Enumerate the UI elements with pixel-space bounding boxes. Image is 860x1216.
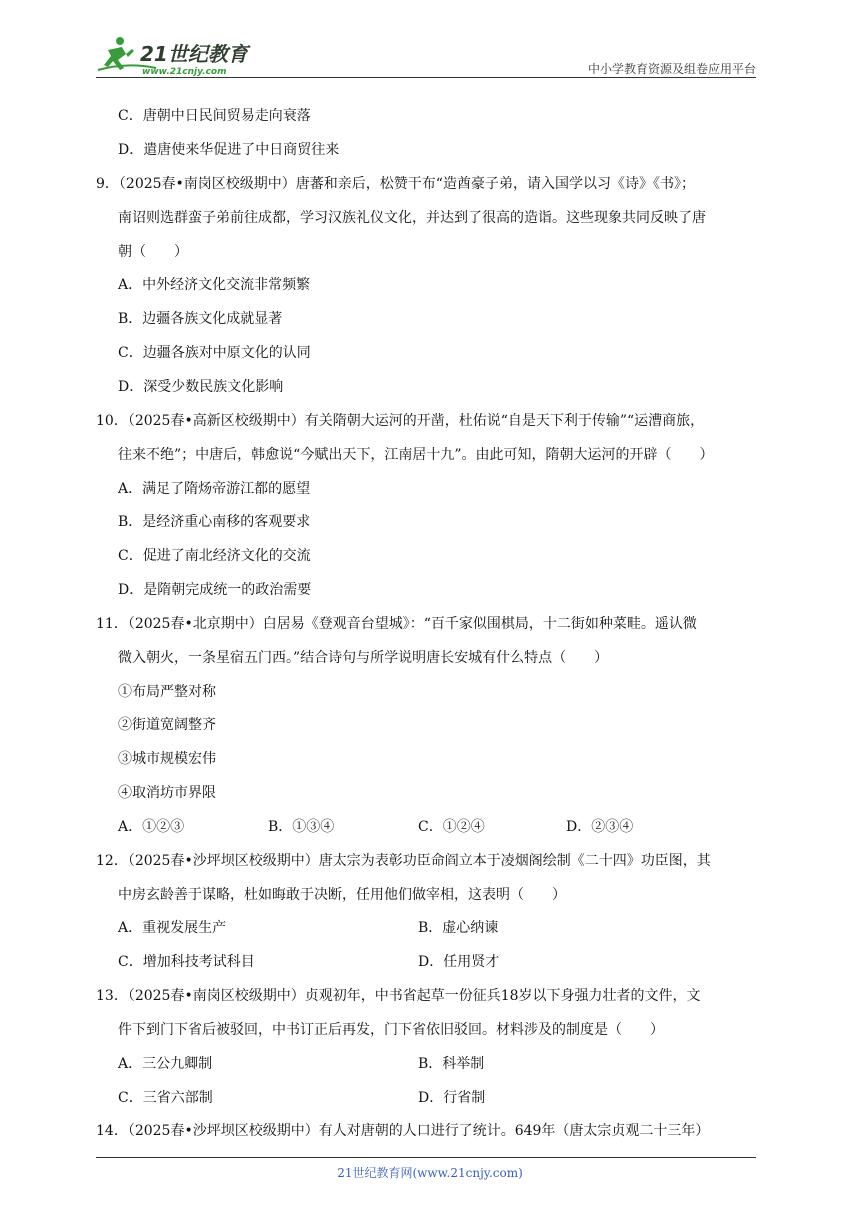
answer-option: ①布局严整对称 [118, 684, 216, 700]
question-stem: 11．（2025春•北京期中）白居易《登观音台望城》：“百千家似围棋局，十二街如种菜畦。遥认微 [96, 616, 697, 632]
answer-option: ②街道宽阔整齐 [118, 717, 216, 733]
answer-option: C．促进了南北经济文化的交流 [118, 548, 311, 564]
footer-divider [96, 1157, 756, 1158]
answer-option: A．重视发展生产 [118, 920, 227, 936]
answer-option: D．深受少数民族文化影响 [118, 379, 284, 395]
answer-option: C．增加科技考试科目 [118, 954, 255, 970]
answer-option: A．中外经济文化交流非常频繁 [118, 277, 311, 293]
answer-option: B．科举制 [418, 1056, 485, 1072]
answer-option: D．任用贤才 [418, 954, 500, 970]
question-text: 件下到门下省后被驳回，中书订正后再发，门下省依旧驳回。材料涉及的制度是（ ） [118, 1022, 664, 1038]
logo-21cnjy [96, 34, 266, 78]
logo-wordmark: 21世纪教育 [140, 42, 248, 66]
answer-option: D．是隋朝完成统一的政治需要 [118, 582, 312, 598]
answer-option: B．①③④ [268, 819, 335, 835]
platform-name: 中小学教育资源及组卷应用平台 [587, 62, 756, 76]
answer-option: C．①②④ [418, 819, 485, 835]
answer-option: ④取消坊市界限 [118, 785, 216, 801]
question-text: 中房玄龄善于谋略，杜如晦敢于决断，任用他们做宰相，这表明（ ） [118, 887, 566, 903]
question-text: 南诏则选群蛮子弟前往成都，学习汉族礼仪文化，并达到了很高的造诣。这些现象共同反映了唐 [118, 210, 706, 226]
answer-option: A．三公九卿制 [118, 1056, 213, 1072]
question-stem: 9．（2025春•南岗区校级期中）唐蕃和亲后，松赞干布“造酋豪子弟，请入国学以习《诗》《书》； [96, 176, 695, 192]
answer-option: C．边疆各族对中原文化的认同 [118, 345, 311, 361]
answer-option: D．②③④ [566, 819, 634, 835]
answer-option: D．行省制 [418, 1090, 486, 1106]
answer-option: ③城市规模宏伟 [118, 751, 216, 767]
question-stem: 13．（2025春•南岗区校级期中）贞观初年，中书省起草一份征兵18岁以下身强力壮者的文件，文 [96, 988, 701, 1004]
question-stem: 12．（2025春•沙坪坝区校级期中）唐太宗为表彰功臣命阎立本于凌烟阁绘制《二十四》功臣图，其 [96, 853, 711, 869]
question-text: 朝（ ） [118, 244, 188, 260]
answer-option: D．遣唐使来华促进了中日商贸往来 [118, 142, 340, 158]
question-text: 往来不绝”；中唐后，韩愈说“今赋出天下，江南居十九”。由此可知，隋朝大运河的开辟（ ） [118, 447, 714, 463]
question-stem: 10．（2025春•高新区校级期中）有关隋朝大运河的开凿，杜佑说“自是天下利于传输”“运漕商旅， [96, 413, 705, 429]
answer-option: C．三省六部制 [118, 1090, 213, 1106]
answer-option: B．边疆各族文化成就显著 [118, 311, 283, 327]
answer-option: B．虚心纳谏 [418, 920, 499, 936]
logo-url: www.21cnjy.com [142, 67, 227, 77]
answer-option: A．满足了隋炀帝游江都的愿望 [118, 481, 311, 497]
header-divider [96, 77, 756, 78]
answer-option: C．唐朝中日民间贸易走向衰落 [118, 108, 311, 124]
footer-site: 21世纪教育网(www.21cnjy.com) [337, 1166, 523, 1180]
answer-option: B．是经济重心南移的客观要求 [118, 514, 311, 530]
page-header [96, 34, 756, 78]
question-stem: 14．（2025春•沙坪坝区校级期中）有人对唐朝的人口进行了统计。649年（唐太宗贞观二十三年） [96, 1123, 710, 1139]
answer-option: A．①②③ [118, 819, 185, 835]
question-text: 微入朝火，一条星宿五门西。”结合诗句与所学说明唐长安城有什么特点（ ） [118, 650, 609, 666]
